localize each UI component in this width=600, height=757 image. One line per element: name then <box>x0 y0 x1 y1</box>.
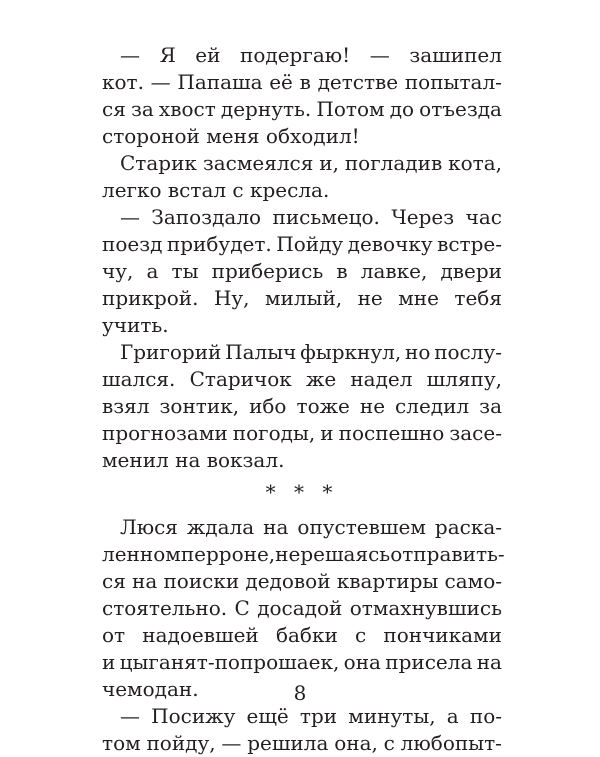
word: том <box>102 731 141 755</box>
text-line <box>102 366 502 393</box>
word: ей <box>195 43 221 67</box>
word: а <box>446 704 459 728</box>
word: цыганят-попрошаек, <box>119 650 340 674</box>
word: зонтик, <box>159 394 240 418</box>
word: стоятельно. <box>102 596 228 620</box>
word: час <box>465 205 502 229</box>
word: и, <box>319 151 339 175</box>
word: ещё <box>246 704 289 728</box>
text-line <box>102 568 502 595</box>
word: девочку <box>347 232 433 256</box>
word: а <box>146 259 159 283</box>
word: не <box>357 286 383 310</box>
text-line: легко встал с кресла. <box>102 178 330 202</box>
word: ся <box>102 569 126 593</box>
word: Посижу <box>151 704 236 728</box>
word: подергаю! <box>240 43 351 67</box>
text-line: учить. <box>102 313 169 337</box>
word: Палыч <box>225 340 297 364</box>
word: не <box>275 542 301 566</box>
word: зашипел <box>409 43 502 67</box>
word: прогнозами <box>102 421 228 445</box>
word: поиски <box>163 569 240 593</box>
word: с <box>354 623 367 647</box>
word: отмахнувшись <box>349 596 502 620</box>
word: бабки <box>275 623 338 647</box>
word: Потом <box>316 97 385 121</box>
word: перроне, <box>180 542 276 566</box>
word: погоды, <box>232 421 316 445</box>
word: тебя <box>454 286 502 310</box>
text-line: менил на вокзал. <box>102 448 285 472</box>
word: взял <box>102 394 150 418</box>
word: пончиками <box>383 623 502 647</box>
word: — <box>120 704 140 728</box>
word: фыркнул, <box>300 340 402 364</box>
word: — <box>120 43 140 67</box>
word: в <box>336 259 348 283</box>
word: детстве <box>317 70 399 94</box>
word: Через <box>391 205 455 229</box>
word: прибудет. <box>166 232 272 256</box>
word: от <box>102 623 126 647</box>
word: лавке, <box>360 259 428 283</box>
word: надел <box>350 367 413 391</box>
word: решила <box>247 731 329 755</box>
text-line <box>102 649 502 676</box>
word: Старичок <box>189 367 292 391</box>
word: — <box>221 731 242 755</box>
word: следил <box>395 394 470 418</box>
word: прикрой. <box>102 286 199 310</box>
word: решаясь <box>300 542 391 566</box>
word: письмецо. <box>272 205 380 229</box>
text-line: стороной меня обходил! <box>102 124 360 148</box>
word: засмеялся <box>202 151 314 175</box>
word: Запоздало <box>151 205 262 229</box>
word: Старик <box>120 151 197 175</box>
word: надоевшей <box>142 623 259 647</box>
word: с <box>383 731 395 755</box>
word: до <box>389 97 415 121</box>
word: её <box>269 70 293 94</box>
text-line <box>102 96 502 123</box>
text-line <box>102 393 502 420</box>
text-line <box>102 231 502 258</box>
text-line <box>102 258 502 285</box>
word: послу- <box>434 340 502 364</box>
word: в <box>299 70 311 94</box>
word: на <box>132 569 158 593</box>
book-page-text <box>102 42 505 757</box>
section-separator: * * * <box>265 480 339 504</box>
word: не <box>359 394 386 418</box>
word: ты <box>171 259 199 283</box>
text-line <box>102 730 502 757</box>
word: само- <box>444 569 502 593</box>
word: кот. <box>102 70 144 94</box>
word: шляпу, <box>426 367 502 391</box>
page-number: 8 <box>293 681 307 705</box>
word: на <box>476 650 502 674</box>
word: ждала <box>186 515 255 539</box>
word: С <box>234 596 250 620</box>
word: погладив <box>344 151 443 175</box>
word: шался. <box>102 367 176 391</box>
word: милый, <box>264 286 343 310</box>
word: любопыт- <box>400 731 502 755</box>
word: досадой <box>257 596 343 620</box>
word: ся <box>102 97 126 121</box>
text-line <box>102 703 502 730</box>
word: она, <box>334 731 378 755</box>
word: присела <box>385 650 473 674</box>
text-line <box>102 150 502 177</box>
word: же <box>305 367 337 391</box>
word: ленном <box>102 542 181 566</box>
word: Люся <box>120 515 178 539</box>
word: отъезда <box>419 97 502 121</box>
word: Я <box>159 43 176 67</box>
word: двери <box>440 259 502 283</box>
word: Ну, <box>213 286 250 310</box>
word: и <box>320 421 334 445</box>
word: встре- <box>437 232 502 256</box>
word: поезд <box>102 232 163 256</box>
text-line <box>102 595 502 622</box>
word: три <box>299 704 338 728</box>
word: за <box>479 394 502 418</box>
word: тоже <box>296 394 350 418</box>
word: но <box>405 340 431 364</box>
word: — <box>120 205 140 229</box>
word: пойду, <box>146 731 216 755</box>
text-line <box>102 339 502 366</box>
word: засе- <box>449 421 502 445</box>
word: она <box>343 650 381 674</box>
text-line <box>102 204 502 231</box>
text-line <box>102 514 502 541</box>
word: и <box>102 650 116 674</box>
word: — <box>150 70 171 94</box>
text-line <box>102 420 502 447</box>
text-line <box>102 69 502 96</box>
word: по- <box>469 704 502 728</box>
word: мне <box>398 286 439 310</box>
word: Григорий <box>120 340 222 364</box>
word: Папаша <box>177 70 263 94</box>
text-line <box>102 622 502 649</box>
text-line: чемодан. <box>102 677 199 701</box>
word: кота, <box>448 151 502 175</box>
word: хвост <box>158 97 216 121</box>
word: дернуть. <box>220 97 312 121</box>
word: опустевшем <box>297 515 426 539</box>
word: отправить- <box>390 542 505 566</box>
word: минуты, <box>348 704 436 728</box>
word: ибо <box>249 394 287 418</box>
word: приберись <box>211 259 324 283</box>
text-line <box>102 541 505 568</box>
word: квартиры <box>336 569 439 593</box>
word: дедовой <box>245 569 331 593</box>
word: на <box>263 515 289 539</box>
word: за <box>130 97 154 121</box>
word: чу, <box>102 259 134 283</box>
word: поспешно <box>338 421 445 445</box>
word: — <box>369 43 390 67</box>
word: раска- <box>434 515 502 539</box>
word: Пойду <box>276 232 344 256</box>
text-line <box>102 42 502 69</box>
text-line <box>102 285 502 312</box>
word: попытал- <box>404 70 502 94</box>
